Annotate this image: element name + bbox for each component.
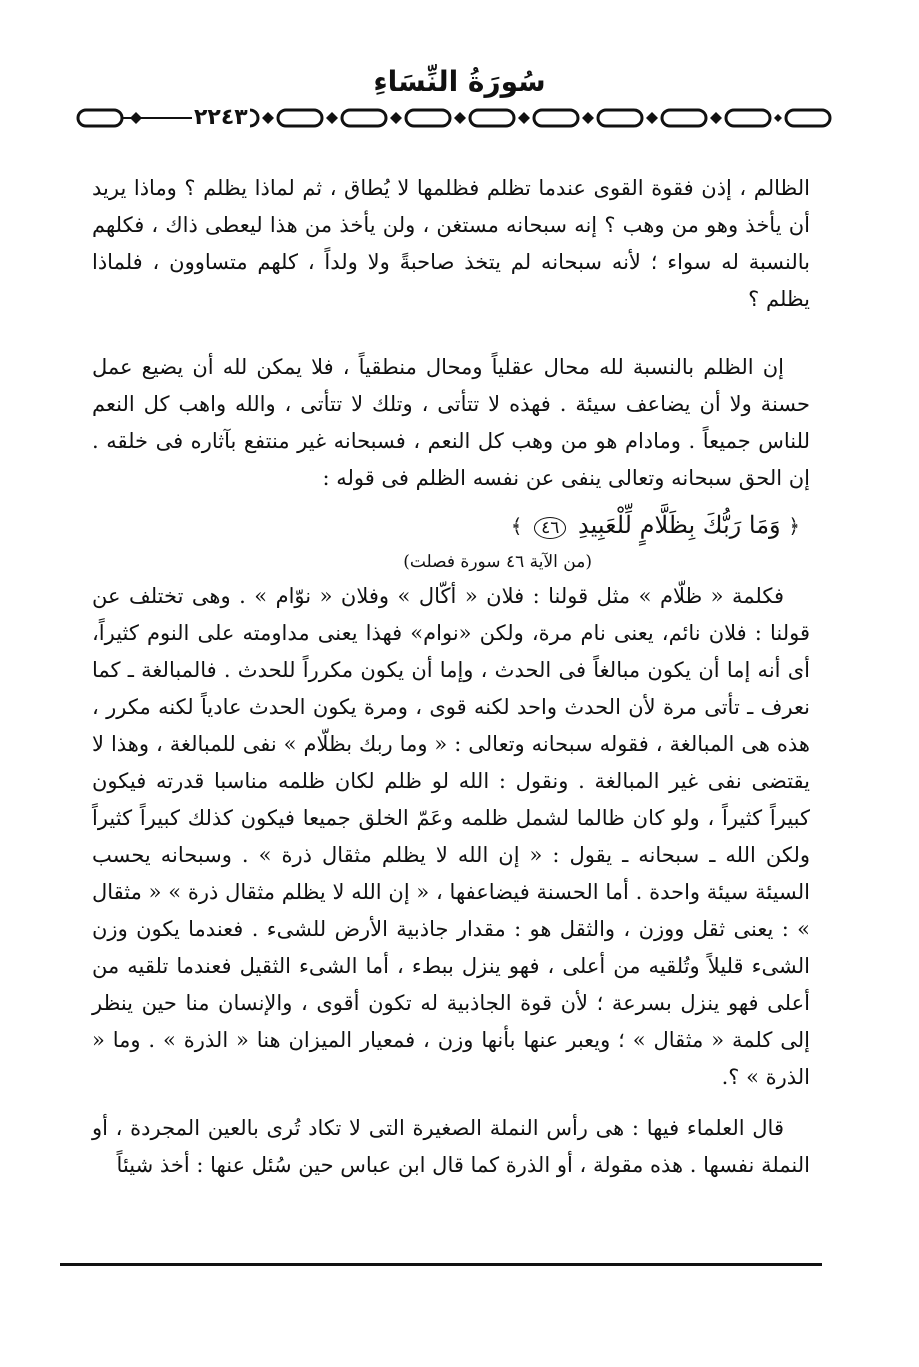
- verse-text: وَمَا رَبُّكَ بِظَلَّامٍ لِّلْعَبِيدِ: [578, 511, 781, 539]
- quran-verse: [92, 505, 810, 546]
- paragraph-2: إن الظلم بالنسبة لله محال عقلياً ومحال منطقياً ، فلا يمكن لله أن يضيع عمل حسنة ولا أن يضاعف سيئة . فهذه لا تتأتى ، وتلك لا تتأتى ، والله واهب كل النعم للناس جميعاً . ومادام هو من وهب كل النعم ، فسبحانه غير منتفع بآثاره فى خلقه . إن الحق سبحانه وتعالى ينفى عن نفسه الظلم فى قوله :: [92, 355, 810, 490]
- footer-rule: [60, 1263, 822, 1266]
- verse-close-bracket: ﴾: [510, 514, 523, 538]
- page-body: [92, 170, 810, 1184]
- page-number: ٢٢٤٣: [194, 105, 248, 130]
- paragraph-4: قال العلماء فيها : هى رأس النملة الصغيرة التى لا تكاد تُرى بالعين المجردة ، أو النملة نفسها . هذه مقولة ، أو الذرة كما قال ابن عباس حين سُئل عنها : أخذ شيئاً: [92, 1116, 810, 1177]
- surah-title: سُورَةُ النِّسَاءِ: [373, 65, 546, 98]
- paragraph-1: الظالم ، إذن فقوة القوى عندما تظلم فظلمها لا يُطاق ، ثم لماذا يظلم ؟ وماذا يريد أن يأخذ وهو من وهب ؟ إنه سبحانه مستغن ، ولن يأخذ من هذا ليعطى ذاك ، فكلهم بالنسبة له سواء ؛ لأنه سبحانه لم يتخذ صاحبةً ولا ولداً ، كلهم متساوون ، فلماذا يظلم ؟: [92, 176, 810, 311]
- ayah-number: ٤٦: [534, 517, 566, 539]
- verse-source: (من الآية ٤٦ سورة فصلت): [403, 552, 592, 572]
- verse-open-bracket: ﴿: [788, 514, 800, 538]
- paragraph-3: فكلمة « ظلّام » مثل قولنا : فلان « أكّال » وفلان « نوّام » . وهى تختلف عن قولنا : فلان نائم، يعنى نام مرة، ولكن «نوام» فهذا يعنى مداومته على النوم كثيراً، أى أنه إما أن يكون مبالغاً فى الحدث ، وإما أن يكون مكرراً للحدث . فالمبالغة ـ كما نعرف ـ تأتى مرة لأن الحدث واحد لكنه قوى ، ومرة يكون الحدث عادياً لكنه مكرر ، هذه هى المبالغة ، فقوله سبحانه وتعالى : « وما ربك بظلّام » نفى للمبالغة ، وهذا لا يقتضى نفى غير المبالغة . ونقول : الله لو ظلم لكان ظلمه مناسبا قدرته فيكون كبيراً كثيراً ، ولو كان ظالما لشمل ظلمه وعَمّ الخلق جميعا فيكون كذلك كبيراً كثيراً ولكن الله ـ سبحانه ـ يقول : « إن الله لا يظلم مثقال ذرة » . وسبحانه يحسب السيئة سيئة واحدة . أما الحسنة فيضاعفها ، « إن الله لا يظلم مثقال ذرة » « مثقال » : يعنى ثقل ووزن ، والثقل هو : مقدار جاذبية الأرض للشىء . فعندما يكون وزن الشىء قليلاً وتُلقيه من أعلى ، فهو ينزل ببطء ، أما الشىء الثقيل فعندما تلقيه من أعلى فهو ينزل بسرعة ؛ لأن قوة الجاذبية له تكون أقوى ، والإنسان منا حين ينظر إلى كلمة « مثقال » ؛ ويعبر عنها بأنها وزن ، فمعيار الميزان هنا « الذرة » . وما « الذرة » ؟.: [92, 584, 810, 1089]
- page-header: [0, 66, 919, 98]
- ornament-chain-icon: [74, 104, 834, 132]
- header-ornament: [74, 104, 834, 132]
